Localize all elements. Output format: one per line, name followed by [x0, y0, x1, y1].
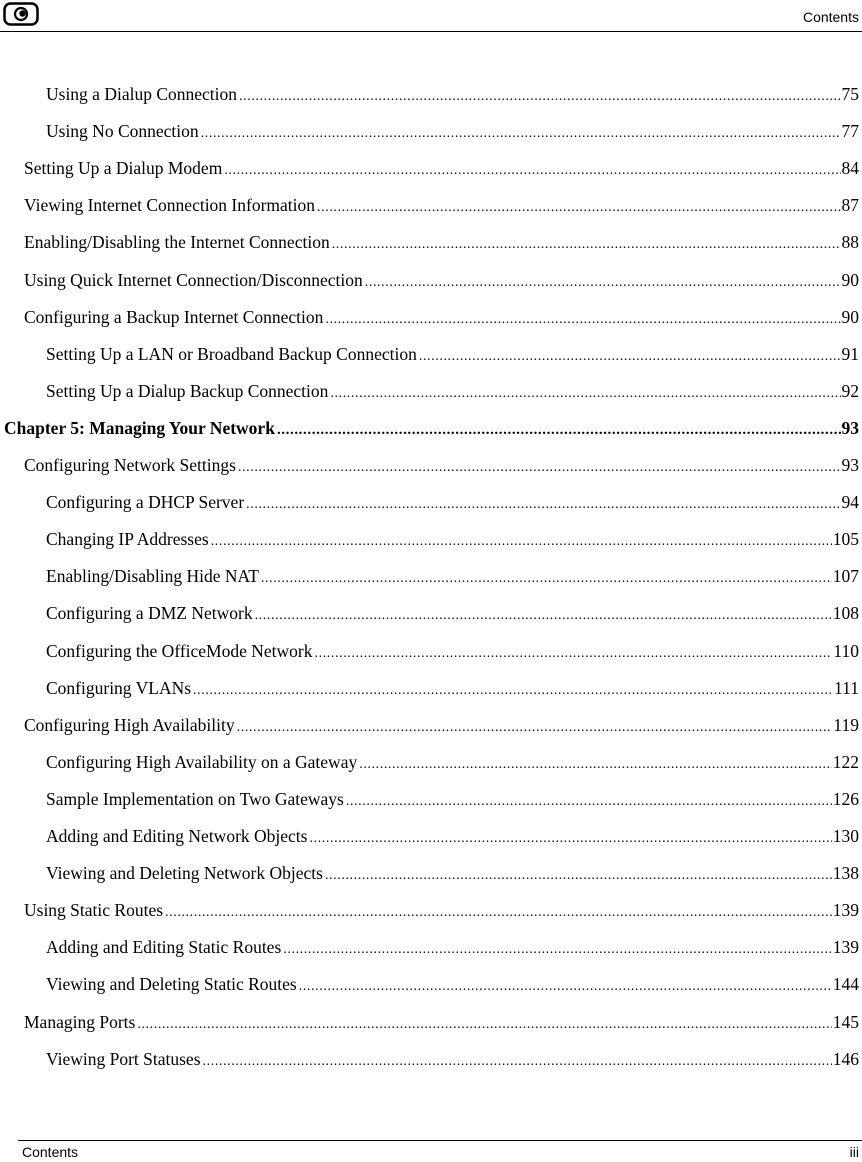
toc-page-number: 122 — [832, 751, 859, 772]
toc-entry[interactable] — [0, 1049, 859, 1073]
toc-entry[interactable] — [0, 307, 859, 331]
toc-page-number: 110 — [833, 640, 859, 661]
toc-entry[interactable] — [0, 900, 859, 924]
toc-entry[interactable] — [0, 344, 859, 368]
toc-entry[interactable] — [0, 826, 859, 850]
toc-page-number: 139 — [832, 900, 859, 921]
toc-dot-leader — [193, 683, 833, 699]
toc-page-number: 75 — [841, 84, 859, 104]
toc-dot-leader — [238, 460, 841, 476]
toc-page-number: 119 — [833, 714, 859, 735]
toc-entry[interactable] — [0, 863, 859, 887]
toc-entry[interactable] — [0, 603, 859, 627]
toc-entry-title: Setting Up a Dialup Backup Connection — [46, 380, 329, 401]
toc-page-number: 90 — [841, 306, 859, 327]
toc-entry[interactable] — [0, 270, 859, 294]
toc-entry-title: Configuring High Availability on a Gateway — [46, 751, 358, 772]
toc-page-number: 105 — [832, 529, 859, 550]
toc-dot-leader — [315, 646, 833, 662]
toc-entry[interactable] — [0, 195, 859, 219]
toc-entry[interactable] — [0, 158, 859, 182]
toc-entry-title: Sample Implementation on Two Gateways — [46, 788, 344, 809]
toc-entry-title: Setting Up a Dialup Modem — [24, 158, 223, 179]
toc-page-number: 77 — [841, 121, 859, 142]
toc-dot-leader — [317, 200, 840, 216]
toc-entry-title: Using Quick Internet Connection/Disconnection — [24, 269, 363, 290]
toc-dot-leader — [255, 608, 832, 624]
toc-entry[interactable] — [0, 937, 859, 961]
toc-entry-title: Chapter 5: Managing Your Network — [4, 417, 275, 438]
toc-entry[interactable] — [0, 1012, 859, 1036]
toc-entry[interactable] — [0, 121, 859, 145]
toc-entry[interactable] — [0, 232, 859, 256]
toc-entry-title: Using No Connection — [46, 121, 199, 142]
toc-page-number: 139 — [832, 937, 859, 958]
toc-entry-title: Enabling/Disabling Hide NAT — [46, 566, 259, 587]
toc-dot-leader — [277, 422, 841, 439]
toc-page-number: 144 — [832, 974, 859, 995]
toc-page-number: 126 — [832, 788, 859, 809]
toc-entry[interactable] — [0, 381, 859, 405]
toc-entry[interactable] — [0, 492, 859, 516]
toc-entry-title: Adding and Editing Static Routes — [46, 937, 282, 958]
toc-page-number: 91 — [841, 343, 859, 364]
toc-entry-title: Configuring High Availability — [24, 714, 235, 735]
toc-dot-leader — [237, 720, 833, 736]
toc-page-number: 88 — [841, 232, 859, 253]
toc-page-number: 108 — [832, 603, 859, 624]
toc-entry-title: Viewing Port Statuses — [46, 1048, 201, 1069]
toc-entry[interactable] — [0, 84, 859, 108]
toc-entry-title: Viewing and Deleting Static Routes — [46, 974, 297, 995]
toc-entry-title: Viewing and Deleting Network Objects — [46, 863, 323, 884]
toc-dot-leader — [330, 386, 840, 402]
toc-entry[interactable] — [0, 752, 859, 776]
toc-entry-title: Changing IP Addresses — [46, 529, 209, 550]
logo-icon — [3, 2, 39, 31]
toc-entry-title: Configuring a DMZ Network — [46, 603, 253, 624]
toc-dot-leader — [201, 126, 841, 142]
toc-entry-title: Enabling/Disabling the Internet Connection — [24, 232, 330, 253]
toc-dot-leader — [325, 312, 840, 328]
toc-entry[interactable] — [0, 566, 859, 590]
toc-entry[interactable] — [0, 641, 859, 665]
toc-dot-leader — [365, 275, 841, 291]
toc-dot-leader — [359, 757, 832, 773]
toc-page-number: 146 — [832, 1048, 859, 1069]
toc-chapter-entry[interactable] — [0, 418, 859, 442]
page-footer — [18, 1140, 862, 1162]
toc-entry-title: Adding and Editing Network Objects — [46, 826, 308, 846]
toc-entry[interactable] — [0, 455, 859, 479]
toc-dot-leader — [419, 349, 841, 365]
toc-dot-leader — [325, 868, 832, 884]
toc-entry[interactable] — [0, 678, 859, 702]
toc-entry-title: Using a Dialup Connection — [46, 84, 238, 104]
toc-entry-title: Managing Ports — [24, 1011, 136, 1032]
toc-entry-title: Setting Up a LAN or Broadband Backup Connection — [46, 343, 417, 364]
toc-page-number: 145 — [832, 1011, 859, 1032]
toc-entry-title: Configuring the OfficeMode Network — [46, 640, 313, 661]
toc-entry[interactable] — [0, 529, 859, 553]
toc-entry-title: Configuring VLANs — [46, 677, 192, 698]
toc-page-number: 107 — [832, 566, 859, 587]
footer-section-label: Contents — [22, 1144, 79, 1160]
toc-dot-leader — [332, 237, 841, 253]
toc-dot-leader — [211, 534, 832, 550]
toc-dot-leader — [224, 163, 840, 179]
toc-page-number: 93 — [841, 455, 859, 475]
header-title: Contents — [802, 9, 859, 25]
toc-page-number: 111 — [834, 677, 859, 698]
toc-page-number: 94 — [841, 492, 859, 513]
toc-entry[interactable] — [0, 789, 859, 813]
toc-dot-leader — [283, 942, 831, 958]
toc-page-number: 87 — [841, 195, 859, 216]
page-header — [0, 0, 862, 32]
toc-entry-title: Configuring a DHCP Server — [46, 492, 245, 513]
toc-entry[interactable] — [0, 974, 859, 998]
toc-dot-leader — [203, 1054, 832, 1070]
toc-page-number: 138 — [832, 863, 859, 884]
toc-dot-leader — [239, 89, 840, 105]
toc-entry[interactable] — [0, 715, 859, 739]
toc-dot-leader — [137, 1017, 831, 1033]
toc-entry-title: Configuring Network Settings — [24, 455, 236, 475]
toc-dot-leader — [261, 571, 832, 587]
toc-dot-leader — [299, 979, 832, 995]
toc-entry-title: Viewing Internet Connection Information — [24, 195, 316, 216]
footer-page-number: iii — [849, 1144, 859, 1160]
toc-dot-leader — [246, 497, 840, 513]
toc-entry-title: Using Static Routes — [24, 900, 164, 921]
toc-page-number: 84 — [841, 158, 859, 179]
toc-dot-leader — [309, 831, 831, 847]
toc-page-number: 93 — [841, 417, 859, 438]
toc-page-number: 92 — [841, 380, 859, 401]
toc-dot-leader — [346, 794, 832, 810]
toc-entry-title: Configuring a Backup Internet Connection — [24, 306, 324, 327]
toc-page-number: 90 — [841, 269, 859, 290]
toc-dot-leader — [165, 905, 832, 921]
toc-page-number: 130 — [832, 826, 859, 846]
